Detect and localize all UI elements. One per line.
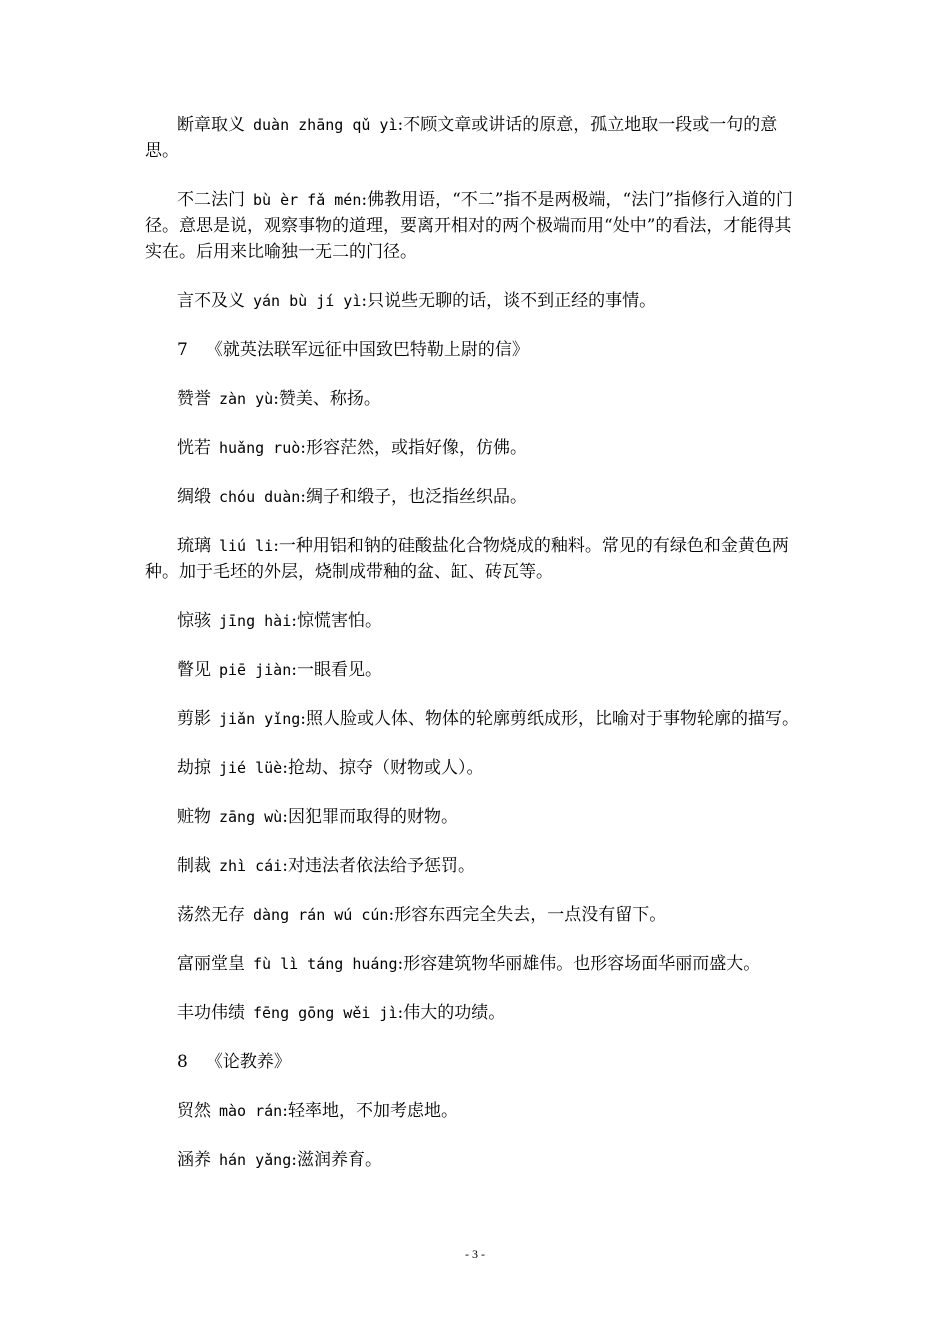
colon-separator: : <box>273 389 279 409</box>
vocab-term: 劫掠 <box>177 758 211 778</box>
page-number: - 3 - <box>465 1247 485 1261</box>
vocab-entry <box>145 951 805 977</box>
vocab-pinyin: bù èr fǎ mén <box>253 191 362 209</box>
vocab-entry <box>145 484 805 510</box>
vocab-definition: 只说些无聊的话，谈不到正经的事情。 <box>367 291 657 311</box>
vocab-entry <box>145 1098 805 1124</box>
section-heading <box>145 1049 805 1075</box>
colon-separator: : <box>397 954 404 974</box>
vocab-term: 剪影 <box>177 709 211 729</box>
vocab-entry <box>145 112 805 164</box>
vocab-term: 丰功伟绩 <box>177 1003 245 1023</box>
vocab-term: 不二法门 <box>177 190 245 210</box>
vocab-term: 恍若 <box>177 438 211 458</box>
colon-separator: : <box>300 709 307 729</box>
vocab-pinyin: fēng gōng wěi jì <box>253 1004 398 1022</box>
colon-separator: : <box>282 856 288 876</box>
vocab-term: 惊骇 <box>177 611 211 631</box>
vocab-pinyin: jīng hài <box>219 612 292 630</box>
vocab-pinyin: mào rán <box>219 1102 283 1120</box>
colon-separator: : <box>361 291 368 311</box>
vocab-pinyin: hán yǎng <box>219 1151 292 1169</box>
colon-separator: : <box>300 487 307 507</box>
vocab-definition: 对违法者依法给予惩罚。 <box>287 856 475 876</box>
vocab-entry <box>145 804 805 830</box>
vocab-term: 荡然无存 <box>177 905 245 925</box>
vocab-definition: 形容建筑物华丽雄伟。也形容场面华丽而盛大。 <box>403 954 761 974</box>
colon-separator: : <box>282 807 288 827</box>
vocab-term: 断章取义 <box>177 115 245 135</box>
vocab-term: 贸然 <box>177 1101 211 1121</box>
vocab-definition: 形容茫然，或指好像，仿佛。 <box>306 438 528 458</box>
vocab-pinyin: jié lüè <box>219 759 283 777</box>
section-number: 8 <box>177 1052 188 1072</box>
vocab-term: 制裁 <box>177 856 211 876</box>
section-heading <box>145 337 805 363</box>
vocab-term: 富丽堂皇 <box>177 954 245 974</box>
vocab-entry <box>145 853 805 879</box>
colon-separator: : <box>282 1101 288 1121</box>
colon-separator: : <box>273 536 279 556</box>
vocab-entry <box>145 386 805 412</box>
vocab-definition: 不顾文章或讲话的原意，孤立地取一段或一句的意思。 <box>145 115 778 161</box>
vocab-definition: 惊慌害怕。 <box>296 611 382 631</box>
vocab-term: 言不及义 <box>177 291 245 311</box>
vocab-definition: 滋润养育。 <box>296 1150 382 1170</box>
vocab-definition: 一眼看见。 <box>296 660 382 680</box>
vocab-pinyin: yán bù jí yì <box>253 292 362 310</box>
vocab-entry <box>145 187 805 265</box>
vocab-definition: 形容东西完全失去，一点没有留下。 <box>394 905 667 925</box>
vocab-pinyin: chóu duàn <box>219 488 301 506</box>
vocab-pinyin: piē jiàn <box>219 661 292 679</box>
vocab-entry <box>145 706 805 732</box>
vocab-pinyin: huǎng ruò <box>219 439 301 457</box>
vocab-definition: 照人脸或人体、物体的轮廓剪纸成形，比喻对于事物轮廓的描写。 <box>306 709 800 729</box>
colon-separator: : <box>300 438 307 458</box>
vocab-term: 绸缎 <box>177 487 211 507</box>
vocab-definition: 因犯罪而取得的财物。 <box>287 807 458 827</box>
vocab-term: 赃物 <box>177 807 211 827</box>
section-title: 《论教养》 <box>205 1052 291 1072</box>
colon-separator: : <box>388 905 395 925</box>
vocab-term: 瞥见 <box>177 660 211 680</box>
vocab-entry <box>145 608 805 634</box>
vocab-pinyin: zàn yù <box>219 390 274 408</box>
vocab-pinyin: liú li <box>219 537 274 555</box>
vocab-pinyin: dàng rán wú cún <box>253 906 389 924</box>
vocab-definition: 绸子和缎子，也泛指丝织品。 <box>306 487 528 507</box>
vocab-term: 涵养 <box>177 1150 211 1170</box>
vocab-term: 琉璃 <box>177 536 211 556</box>
colon-separator: : <box>291 660 297 680</box>
colon-separator: : <box>361 190 368 210</box>
vocab-entry <box>145 902 805 928</box>
vocab-definition: 佛教用语，“不二”指不是两极端，“法门”指修行入道的门径。意思是说，观察事物的道理，要离开相对的两个极端而用“处中”的看法，才能得其实在。后用来比喻独一无二的门径。 <box>145 190 793 262</box>
colon-separator: : <box>397 1003 404 1023</box>
vocab-pinyin: zāng wù <box>219 808 283 826</box>
colon-separator: : <box>291 1150 297 1170</box>
vocab-pinyin: jiǎn yǐng <box>219 710 301 728</box>
vocab-pinyin: duàn zhāng qǔ yì <box>253 116 398 134</box>
vocab-entry <box>145 1147 805 1173</box>
vocab-pinyin: fù lì táng huáng <box>253 955 398 973</box>
colon-separator: : <box>291 611 297 631</box>
vocab-pinyin: zhì cái <box>219 857 283 875</box>
vocab-entry <box>145 288 805 314</box>
page-content <box>145 112 805 1196</box>
vocab-entry <box>145 657 805 683</box>
vocab-entry <box>145 755 805 781</box>
vocab-definition: 伟大的功绩。 <box>403 1003 506 1023</box>
vocab-entry <box>145 435 805 461</box>
vocab-definition: 一种用铝和钠的硅酸盐化合物烧成的釉料。常见的有绿色和金黄色两种。加于毛坯的外层，烧制成带釉的盆、缸、砖瓦等。 <box>145 536 789 582</box>
colon-separator: : <box>282 758 288 778</box>
vocab-entry <box>145 1000 805 1026</box>
vocab-entry <box>145 533 805 585</box>
section-title: 《就英法联军远征中国致巴特勒上尉的信》 <box>205 340 529 360</box>
colon-separator: : <box>397 115 404 135</box>
vocab-definition: 抢劫、掠夺（财物或人）。 <box>287 758 484 778</box>
vocab-term: 赞誉 <box>177 389 211 409</box>
section-number: 7 <box>177 340 188 360</box>
vocab-definition: 赞美、称扬。 <box>278 389 381 409</box>
vocab-definition: 轻率地，不加考虑地。 <box>287 1101 458 1121</box>
